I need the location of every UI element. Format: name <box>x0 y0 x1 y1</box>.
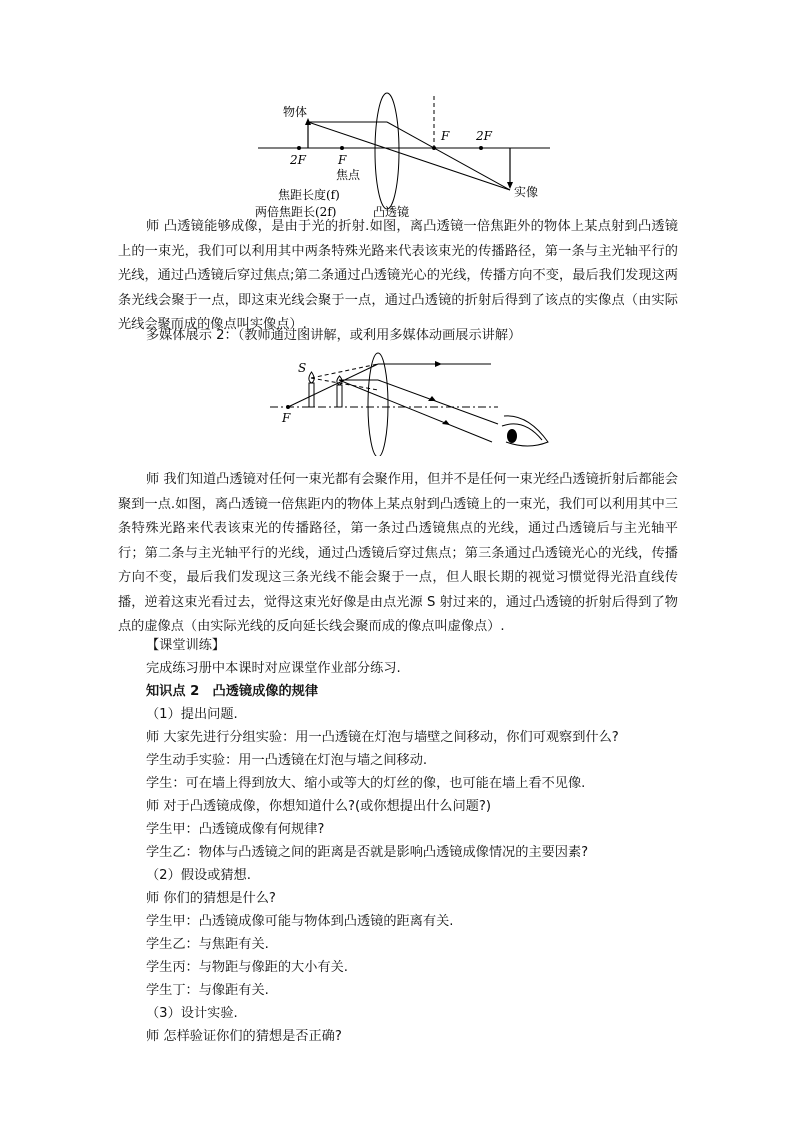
f-right-label: F <box>441 129 450 143</box>
text-line: 学生丁：与像距有关. <box>146 983 269 998</box>
text-line: 学生甲：凸透镜成像有何规律? <box>146 822 325 837</box>
text-line: （2）假设或猜想. <box>146 868 251 883</box>
eye-icon <box>502 416 548 446</box>
text-line: 师 怎样验证你们的猜想是否正确? <box>146 1029 342 1044</box>
text-line: 师 对于凸透镜成像，你想知道什么?(或你想提出什么问题?) <box>146 799 491 814</box>
text-line: 完成练习册中本课时对应课堂作业部分练习. <box>146 661 401 676</box>
knowledge-point-heading: 知识点 2 凸透镜成像的规律 <box>146 684 319 699</box>
text-line: 学生丙：与物距与像距的大小有关. <box>146 960 349 975</box>
virtual-image-diagram <box>266 350 556 456</box>
paragraph-real-image: 师 凸透镜能够成像，是由于光的折射.如图，离凸透镜一倍焦距外的物体上某点射到凸透镜上的一束光，我们可以利用其中两条特殊光路来代表该束光的传播路径，第一条与主光轴平行的光线，通过凸透镜后穿过焦点;第二条通过凸透镜光心的光线，传播方向不变，最后我们发现这两条光线会聚于一点，即这束光线会聚于一点，通过凸透镜的折射后得到了该点的实像点（由实际光线会聚而成的像点叫实像点）. <box>118 219 678 332</box>
text-line: 学生：可在墙上得到放大、缩小或等大的灯丝的像，也可能在墙上看不见像. <box>146 776 586 791</box>
real-image-label: 实像 <box>514 185 539 199</box>
2f-left-label: 2F <box>290 153 306 167</box>
text-line: 学生乙：物体与凸透镜之间的距离是否就是影响凸透镜成像情况的主要因素? <box>146 845 589 860</box>
focal-length-label: 焦距长度(f) <box>278 188 340 202</box>
paragraph-virtual-image: 师 我们知道凸透镜对任何一束光都有会聚作用，但并不是任何一束光经凸透镜折射后都能会聚到一点.如图，离凸透镜一倍焦距内的物体上某点射到凸透镜上的一束光，我们可以利用其中三条特殊光路来代表该束光的传播路径，第一条过凸透镜焦点的光线，通过凸透镜后与主光轴平行；第二条与主光轴平行的光线，通过凸透镜后穿过焦点；第三条通过凸透镜光心的光线，传播方向不变，最后我们发现这三条光线不能会聚于一点，但人眼长期的视觉习惯觉得光沿直线传播，逆着这束光看过去，觉得这束光好像是由点光源 S 射过来的，通过凸透镜的折射后得到了物点的虚像点（由实际光线的反向延长线会聚而成的像点叫虚像点）. <box>118 472 678 634</box>
focal-point-f <box>286 405 290 409</box>
section-heading-practice: 【课堂训练】 <box>146 638 226 653</box>
text-line: 学生甲：凸透镜成像可能与物体到凸透镜的距离有关. <box>146 914 454 929</box>
text-line: （1）提出问题. <box>146 707 238 722</box>
double-focal-label: 两倍焦距长(2f) <box>255 205 337 219</box>
text-line: 学生动手实验：用一凸透镜在灯泡与墙之间移动. <box>146 753 428 768</box>
focus-label: 焦点 <box>336 168 361 182</box>
object-label: 物体 <box>283 105 308 119</box>
f-left-label: F <box>338 153 347 167</box>
s-label: S <box>298 361 307 375</box>
2f-right-label: 2F <box>476 129 492 143</box>
focal-point-2f-right <box>479 146 483 150</box>
focal-point-f-left <box>340 146 344 150</box>
real-image-diagram <box>250 92 560 224</box>
text-line: （3）设计实验. <box>146 1006 238 1021</box>
f-label: F <box>282 411 291 425</box>
multimedia-line: 多媒体展示 2：（教师通过图讲解，或利用多媒体动画展示讲解） <box>146 328 522 343</box>
text-line: 学生乙：与焦距有关. <box>146 937 269 952</box>
focal-point-f-right <box>432 146 436 150</box>
lens-label: 凸透镜 <box>373 205 410 219</box>
focal-point-2f-left <box>297 146 301 150</box>
text-line: 师 你们的猜想是什么? <box>146 891 276 906</box>
text-line: 师 大家先进行分组实验：用一凸透镜在灯泡与墙壁之间移动，你们可观察到什么? <box>146 730 619 745</box>
